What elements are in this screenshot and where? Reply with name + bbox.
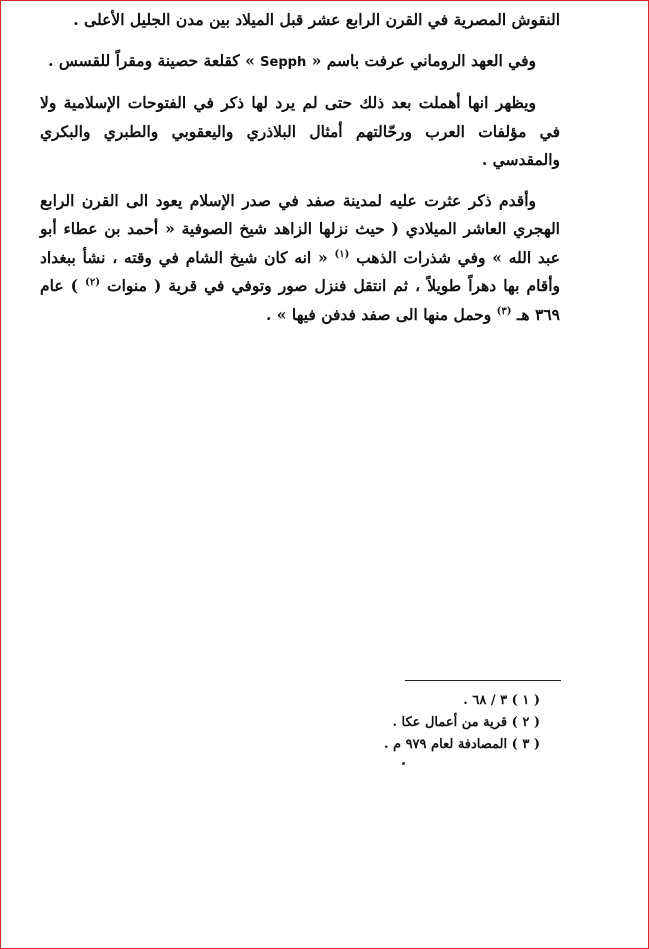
paragraph-4-text-c: ) عام ٣٦٩ هـ	[40, 276, 560, 324]
paragraph-2-text-a: وفي العهد الروماني عرفت باسم «	[311, 50, 536, 70]
paragraph-4	[40, 187, 560, 330]
ink-speck	[402, 762, 405, 765]
paragraph-3: ويظهر انها أهملت بعد ذلك حتى لم يرد لها ذكر في الفتوحات الإسلامية ولا في مؤلفات العرب ورحّالتهم أمثال البلاذري واليعقوبي والطبري والبكري والمقدسي .	[40, 93, 560, 169]
footnote-3: ( ٣ ) المصادفة لعام ٩٧٩ م .	[383, 737, 540, 752]
footnote-ref-1[interactable]: (١)	[334, 248, 350, 260]
paragraph-4-text-b: « انه كان شيخ الشام في وقته ، نشأ ببغداد وأقام بها دهراً طويلاً ، ثم انتقل فنزل صور وتوفي في قرية ( منوات	[40, 247, 560, 295]
paragraph-1: النقوش المصرية في القرن الرابع عشر قبل الميلاد بين مدن الجليل الأعلى .	[73, 10, 560, 29]
footnote-separator	[405, 680, 561, 681]
footnotes	[340, 690, 540, 756]
footnote-ref-3[interactable]: (٣)	[496, 305, 512, 317]
footnote-ref-2[interactable]: (٢)	[85, 276, 100, 288]
paragraph-4-text-a: وأقدم ذكر عثرت عليه لمدينة صفد في صدر الإسلام يعود الى القرن الرابع الهجري العاشر الميلادي ( حيث نزلها الزاهد شيخ الصوفية « أحمد بن عطاء أبو عبد الله » وفي شذرات الذهب	[40, 190, 560, 267]
paragraph-4-text-d: وحمل منها الى صفد فدفن فيها » .	[265, 304, 492, 324]
footnote-2: ( ٢ ) قرية من أعمال عكا .	[392, 715, 540, 730]
paragraph-2	[40, 47, 560, 78]
footnote-1: ( ١ ) ٣ / ٦٨ .	[463, 693, 540, 708]
document-body	[40, 6, 560, 329]
paragraph-2-text-b: » كقلعة حصينة ومقراً للقسس .	[48, 50, 255, 70]
latin-name-sepph: Sepph	[260, 54, 307, 70]
